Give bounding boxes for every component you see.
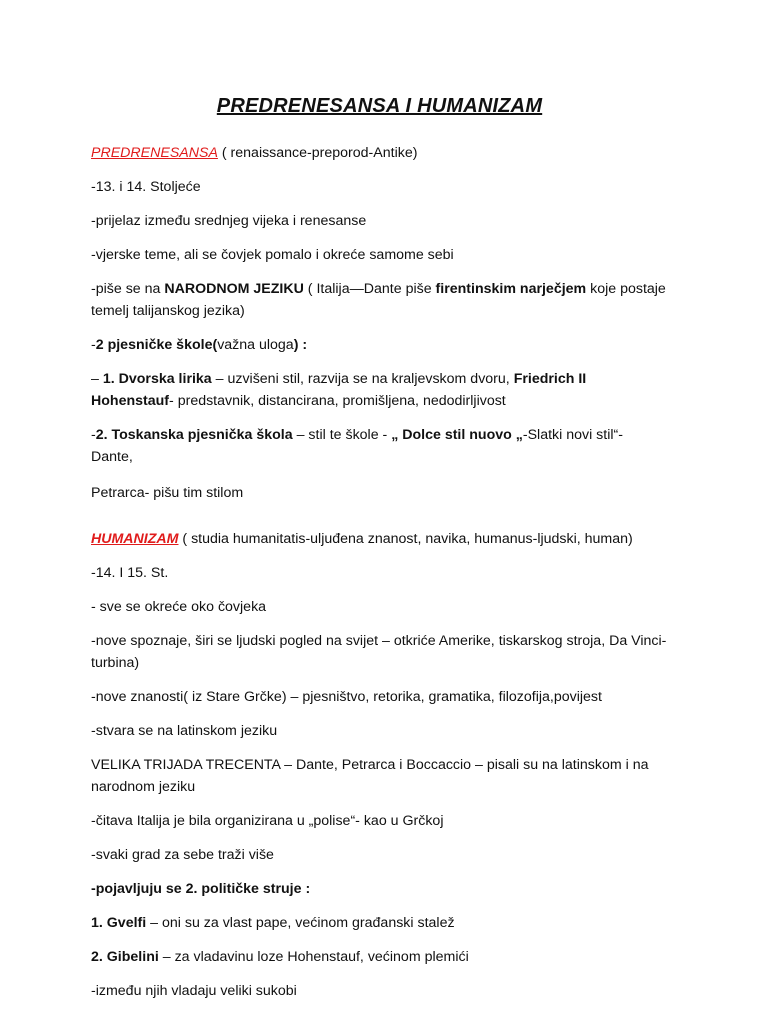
text-line: -prijelaz između srednjeg vijeka i renesanse bbox=[91, 213, 367, 229]
text-line: -nove znanosti( iz Stare Grčke) – pjesništvo, retorika, gramatika, filozofija,povijest bbox=[91, 689, 602, 705]
bold-fragment: pojavljuju se 2. političke struje : bbox=[95, 881, 311, 897]
text-line bbox=[91, 334, 668, 356]
text-fragment: važna uloga bbox=[217, 337, 294, 353]
text-fragment: – bbox=[91, 371, 103, 387]
text-line: Petrarca- pišu tim stilom bbox=[91, 485, 244, 501]
bold-fragment: firentinskim narječjem bbox=[435, 281, 587, 297]
bold-fragment: Friedrich II Hohenstauf bbox=[91, 371, 587, 409]
heading-rest: ( renaissance-preporod-Antike) bbox=[217, 145, 418, 161]
text-fragment: -Slatki novi stil“- Dante, bbox=[91, 427, 623, 465]
text-line: -13. i 14. Stoljeće bbox=[91, 179, 201, 195]
text-line bbox=[91, 278, 668, 322]
bold-fragment: ) : bbox=[293, 337, 308, 353]
text-line: - sve se okreće oko čovjeka bbox=[91, 599, 267, 615]
text-line: VELIKA TRIJADA TRECENTA – Dante, Petrarca i Boccaccio – pisali su na latinskom i na narodnom jeziku bbox=[91, 757, 649, 795]
document-title: PREDRENESANSA I HUMANIZAM bbox=[216, 95, 543, 117]
bold-fragment: 1. Dvorska lirika bbox=[102, 371, 212, 387]
text-fragment: koje postaje temelj talijanskog jezika) bbox=[91, 281, 666, 319]
text-line bbox=[91, 424, 668, 468]
text-line: -stvara se na latinskom jeziku bbox=[91, 723, 278, 739]
text-fragment: – oni su za vlast pape, većinom građanski stalež bbox=[146, 915, 455, 931]
text-line bbox=[91, 878, 668, 900]
text-fragment: – za vladavinu loze Hohenstauf, većinom plemići bbox=[158, 949, 469, 965]
text-line: -čitava Italija je bila organizirana u „polise“- kao u Grčkoj bbox=[91, 813, 444, 829]
text-fragment: - bbox=[91, 337, 96, 353]
text-line: -između njih vladaju veliki sukobi bbox=[91, 983, 297, 999]
bold-fragment: 1. Gvelfi bbox=[91, 915, 147, 931]
text-line: -14. I 15. St. bbox=[91, 565, 169, 581]
section-heading-humanizam bbox=[91, 528, 668, 550]
section-heading-predrenesansa bbox=[91, 142, 668, 164]
bold-fragment: - bbox=[91, 881, 96, 897]
bold-fragment: 2. Toskanska pjesnička škola bbox=[95, 427, 293, 443]
text-fragment: – uzvišeni stil, razvija se na kraljevskom dvoru, bbox=[211, 371, 514, 387]
bold-fragment: 2 pjesničke škole( bbox=[95, 337, 218, 353]
bold-fragment: „ Dolce stil nuovo „ bbox=[391, 427, 523, 443]
text-fragment: ( Italija—Dante piše bbox=[303, 281, 436, 297]
text-line bbox=[91, 912, 668, 934]
text-line bbox=[91, 946, 668, 968]
text-fragment: -piše se na bbox=[91, 281, 165, 297]
text-fragment: – stil te škole - bbox=[292, 427, 392, 443]
text-fragment: - bbox=[91, 427, 96, 443]
bold-fragment: 2. Gibelini bbox=[91, 949, 159, 965]
heading-rest: ( studia humanitatis-uljuđena znanost, navika, humanus-ljudski, human) bbox=[178, 531, 633, 547]
bold-fragment: NARODNOM JEZIKU bbox=[164, 281, 304, 297]
text-line: -nove spoznaje, širi se ljudski pogled na svijet – otkriće Amerike, tiskarskog stroja, Da Vinci- turbina) bbox=[91, 633, 667, 671]
text-line bbox=[91, 368, 668, 412]
text-line: -vjerske teme, ali se čovjek pomalo i okreće samome sebi bbox=[91, 247, 454, 263]
text-line: -svaki grad za sebe traži više bbox=[91, 847, 274, 863]
heading-term: HUMANIZAM bbox=[91, 531, 179, 547]
heading-term: PREDRENESANSA bbox=[91, 145, 218, 161]
text-fragment: - predstavnik, distancirana, promišljena, nedodirljivost bbox=[169, 393, 506, 409]
